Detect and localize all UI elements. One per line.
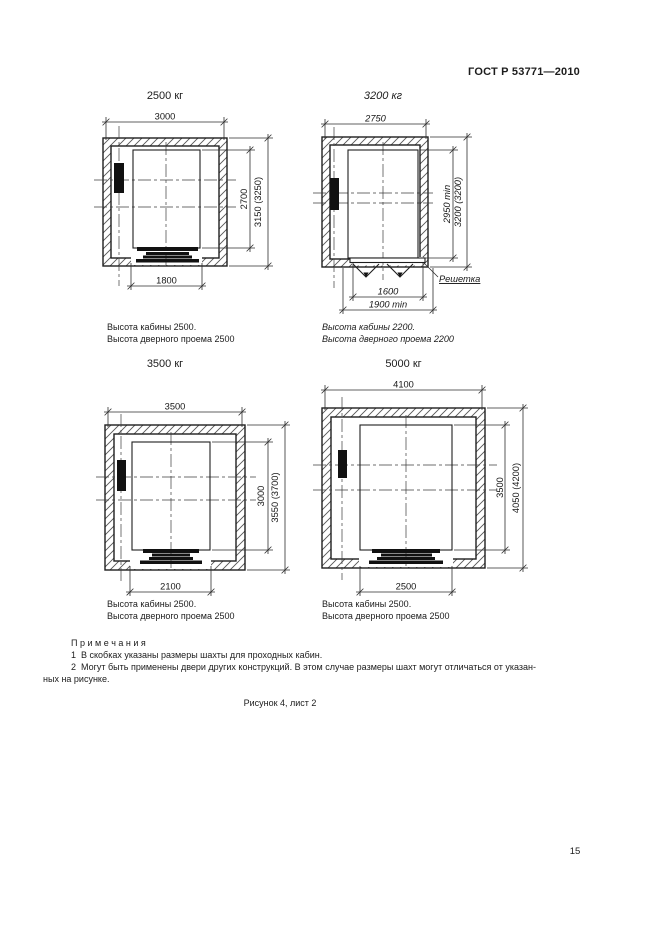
dimension-label: 4100 <box>393 379 414 390</box>
shaft-outer-wall <box>105 425 245 570</box>
dimension-label: 1800 <box>156 275 177 286</box>
dimension-label: 4050 (4200) <box>511 462 521 514</box>
diagram-3200kg-title: 3200 кг <box>363 90 403 102</box>
note-1: 1 В скобках указаны размеры шахты для проходных кабин. <box>71 650 323 660</box>
door-panel <box>146 252 189 255</box>
document-header: ГОСТ Р 53771—2010 <box>468 66 580 78</box>
dimension-label: 3550 (3700) <box>270 472 280 523</box>
shaft-outer-wall <box>322 408 485 568</box>
door-panel <box>143 256 192 259</box>
diagram-3200kg-drawing <box>313 114 480 315</box>
door-sill <box>350 258 425 263</box>
grille-leader <box>424 263 438 277</box>
guide-rail-block <box>330 178 339 210</box>
note-2-line-2: ных на рисунке. <box>43 674 110 684</box>
door-panel <box>143 549 199 553</box>
dimension-label: 2500 <box>395 581 417 592</box>
note-2-line-1: 2 Могут быть применены двери других конструкций. В этом случае размеры шахт могут отличаться от указан- <box>71 662 536 672</box>
dimension-label: 3500 <box>164 401 186 412</box>
door-panel <box>137 247 198 251</box>
diagram-3500kg-title: 3500 кг <box>146 358 184 370</box>
diagram-3200kg-caption <box>322 322 454 345</box>
diagram-2500kg-caption <box>107 322 235 345</box>
grille-label: Решетка <box>439 274 481 284</box>
dimension-label: 3000 <box>256 485 266 507</box>
door-panel <box>372 549 440 553</box>
door-panel <box>149 557 193 560</box>
door-panel <box>136 259 199 263</box>
diagram-2500kg-title: 2500 кг <box>146 90 184 102</box>
shaft-inner-wall <box>330 145 420 259</box>
dimension-label: 2750 <box>365 113 386 124</box>
door-panel <box>140 561 202 565</box>
caption-line: Высота дверного проема 2500 <box>107 610 235 621</box>
diagram-3500kg-drawing <box>96 402 290 597</box>
shaft-inner-wall <box>111 146 219 258</box>
guide-rail-block <box>117 460 126 491</box>
shaft-inner-wall <box>331 417 476 559</box>
diagram-5000kg-title: 5000 кг <box>385 358 422 370</box>
dimension-label: 1900 min <box>368 299 408 310</box>
guide-rail-block <box>338 450 347 478</box>
caption-line: Высота дверного проема 2500 <box>107 333 235 344</box>
diagram-2500kg-drawing <box>94 112 273 291</box>
shaft-wall-hatch <box>103 138 227 266</box>
caption-line: Высота дверного проема 2500 <box>322 610 450 621</box>
cabin-outline <box>133 150 200 248</box>
diagram-3500kg-caption <box>107 599 235 622</box>
guide-rail-block <box>114 163 124 193</box>
diagram-5000kg-caption <box>322 599 450 622</box>
door-panel <box>381 554 432 557</box>
diagram-5000kg-drawing <box>313 380 528 597</box>
door-panel <box>377 557 435 560</box>
door-panel <box>369 561 443 565</box>
page-number: 15 <box>569 846 581 857</box>
notes-heading: П р и м е ч а н и я <box>71 638 146 648</box>
dimension-label: 2950 min <box>442 184 452 224</box>
dimension-label: 2700 <box>239 188 249 210</box>
dimension-label: 3150 (3250) <box>253 176 263 228</box>
shaft-wall-hatch <box>322 408 485 568</box>
caption-line: Высота кабины 2500. <box>107 322 197 332</box>
shaft-outer-wall <box>103 138 227 266</box>
figure-caption: Рисунок 4, лист 2 <box>243 698 317 708</box>
dimension-label: 3000 <box>154 111 176 122</box>
caption-line: Высота дверного проема 2200 <box>322 333 454 344</box>
door-panel <box>152 554 190 557</box>
dimension-label: 3500 <box>495 477 505 498</box>
caption-line: Высота кабины 2200. <box>322 322 415 332</box>
notes-section <box>43 637 603 685</box>
caption-line: Высота кабины 2500. <box>107 599 197 609</box>
dimension-label: 2100 <box>160 581 181 592</box>
caption-line: Высота кабины 2500. <box>322 599 412 609</box>
dimension-label: 3200 (3200) <box>453 176 463 228</box>
dimension-label: 1600 <box>377 286 399 297</box>
shaft-wall-hatch <box>105 425 245 570</box>
